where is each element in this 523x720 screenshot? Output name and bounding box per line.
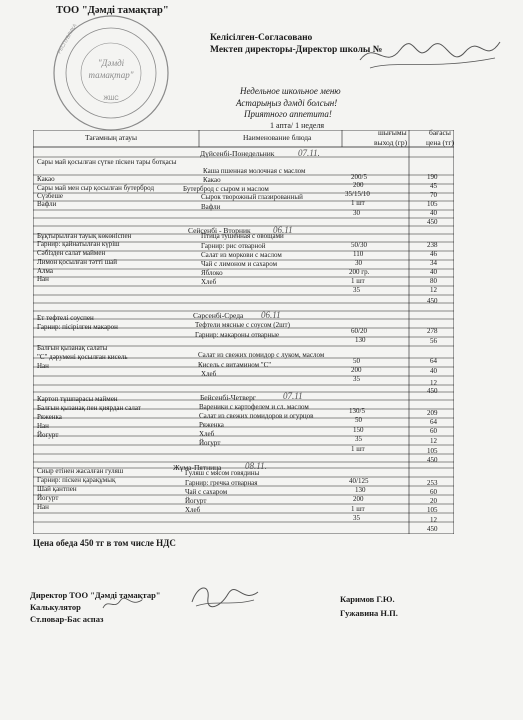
dish-ru: Чай с лимоном и сахаром	[201, 260, 278, 268]
dish-yield: 130	[355, 486, 366, 494]
dish-ru: Гарнир: макароны отварные	[195, 331, 280, 339]
dish-price: 12	[430, 437, 437, 445]
dish-price: 34	[430, 259, 437, 267]
dish-price: 45	[430, 182, 437, 190]
dish-yield: 1 шт	[351, 505, 365, 513]
dish-ru: Чай с сахаром	[185, 488, 228, 496]
day-total: 450	[427, 297, 438, 305]
lunch-price-note: Цена обеда 450 тг в том числе НДС	[33, 538, 176, 548]
dish-ru: Сырок творожный глазированный	[201, 193, 303, 201]
dish-ru: Тефтели мясные с соусом (2шт)	[195, 321, 290, 329]
dish-price: 60	[430, 488, 437, 496]
dish-ru: Хлеб	[185, 506, 201, 514]
dish-yield: 50/30	[351, 241, 367, 249]
day-label: Бейсенбі-Четверг	[200, 393, 256, 402]
dish-price: 238	[427, 241, 438, 249]
dish-price: 40	[430, 209, 437, 217]
dish-yield: 130/5	[349, 407, 365, 415]
dish-yield: 1 шт	[351, 445, 365, 453]
day-total: 450	[427, 387, 438, 395]
handwritten-date: 08.11.	[245, 461, 267, 471]
dish-price: 64	[430, 357, 437, 365]
signatory-name-2: Гужавина Н.П.	[340, 608, 398, 618]
dish-kz: Йогурт	[37, 494, 59, 502]
dish-price: 46	[430, 250, 437, 258]
dish-kz: Шай қантпен	[37, 485, 77, 493]
day-total: 450	[427, 218, 438, 226]
day-label: Жұма-Пятница	[173, 463, 222, 472]
dish-price: 105	[427, 447, 438, 455]
dish-yield: 200	[353, 495, 364, 503]
dish-ru: Йогурт	[199, 439, 221, 447]
dish-kz: Вафли	[37, 200, 57, 208]
dish-yield: 35/15/10	[345, 190, 370, 198]
dish-ru: Салат из свежих помидоров и огурцов	[199, 412, 314, 420]
menu-title: Недельное школьное меню	[240, 86, 341, 96]
dish-ru: Птица тушенная с овощами	[201, 232, 284, 240]
organization-name: ТОО "Дәмді тамақтар"	[56, 5, 169, 16]
dish-yield: 1 шт	[351, 199, 365, 207]
dish-kz: Нан	[37, 362, 49, 370]
dish-price: 70	[430, 191, 437, 199]
week-label: 1 апта/ 1 неделя	[270, 121, 325, 130]
header-yield-kz: шығымы	[378, 128, 407, 137]
dish-kz: Нан	[37, 275, 49, 283]
dish-ru: Хлеб	[201, 370, 217, 378]
calculator-signature	[100, 596, 145, 612]
dish-kz: Гарнир: піскен қарақұмық	[37, 476, 116, 484]
svg-text:РЕСПУБЛИКА: РЕСПУБЛИКА	[56, 23, 79, 55]
dish-ru: Каша пшенная молочная с маслом	[203, 167, 306, 175]
dish-price: 105	[427, 200, 438, 208]
dish-price: 60	[430, 427, 437, 435]
dish-yield: 60/20	[351, 327, 367, 335]
dish-ru: Гарнир: рис отварной	[201, 242, 266, 250]
dish-kz: Гарнир: қайнатылған күріш	[37, 240, 120, 248]
dish-price: 253	[427, 479, 438, 487]
dish-kz: Балғын қызанақ салаты	[37, 344, 108, 352]
dish-price: 56	[430, 337, 437, 345]
dish-yield: 35	[353, 514, 360, 522]
dish-yield: 30	[353, 209, 360, 217]
dish-ru: Какао	[203, 176, 221, 184]
dish-kz: Бұқтырылған тауық көкөніспен	[37, 232, 132, 240]
dish-ru: Салат из свежих помидор с луком, маслом	[198, 351, 325, 359]
dish-yield: 1 шт	[351, 277, 365, 285]
dish-price: 209	[427, 409, 438, 417]
dish-kz: "С" дәрумені қосылған кисель	[37, 353, 128, 361]
dish-kz: Нан	[37, 503, 49, 511]
dish-kz: Алма	[37, 267, 54, 275]
dish-ru: Салат из моркови с маслом	[201, 251, 282, 259]
dish-ru: Бутерброд с сыром и маслом	[183, 185, 269, 193]
dish-ru: Кисель с витамином "С"	[198, 361, 272, 369]
handwritten-date: 06.11	[273, 225, 293, 235]
company-seal	[52, 14, 170, 132]
dish-kz: Картоп тұшпарасы маймен	[37, 395, 118, 403]
dish-price: 40	[430, 268, 437, 276]
calculator-line: Калькулятор	[30, 602, 81, 612]
dish-kz: Йогурт	[37, 431, 59, 439]
dish-yield: 200	[353, 181, 364, 189]
handwritten-date: 06.11	[261, 310, 281, 320]
dish-price: 12	[430, 516, 437, 524]
day-total: 450	[427, 525, 438, 533]
handwritten-date: 07.11	[283, 391, 303, 401]
dish-price: 20	[430, 497, 437, 505]
dish-yield: 30	[355, 259, 362, 267]
dish-yield: 200 гр.	[349, 268, 370, 276]
dish-yield: 130	[355, 336, 366, 344]
svg-text:тамақтар": тамақтар"	[88, 70, 134, 80]
dish-kz: Балғын қызанақ пен қиярдан салат	[37, 404, 141, 412]
dish-price: 105	[427, 506, 438, 514]
school-director-label: Мектеп директоры-Директор школы №	[210, 45, 383, 55]
dish-ru: Ряженка	[199, 421, 224, 429]
dish-yield: 35	[353, 286, 360, 294]
dish-ru: Вареники с картофелем и сл. маслом	[199, 403, 309, 411]
dish-price: 190	[427, 173, 438, 181]
director-line: Директор ТОО "Дәмді тамақтар"	[30, 590, 161, 600]
dish-ru: Гуляш с мясом говядины	[185, 469, 260, 477]
dish-yield: 200/5	[351, 173, 367, 181]
dish-kz: Нан	[37, 422, 49, 430]
dish-ru: Яблоко	[201, 269, 223, 277]
dish-ru: Хлеб	[199, 430, 215, 438]
dish-ru: Гарнир: гречка отварная	[185, 479, 258, 487]
signatory-name-1: Каримов Г.Ю.	[340, 594, 395, 604]
dish-yield: 35	[355, 435, 362, 443]
day-label: Сейсенбі - Вторник	[188, 226, 251, 235]
svg-text:"Дәмді: "Дәмді	[97, 58, 125, 68]
agreed-label: Келісілген-Согласовано	[210, 33, 313, 43]
dish-kz: Лимон қосылған тәтті шай	[37, 258, 117, 266]
dish-price: 80	[430, 277, 437, 285]
menu-subtitle-kz: Астарыңыз дәмді болсын!	[236, 98, 338, 108]
dish-kz: Сары май қосылған сүтке піскен тары ботқасы	[37, 158, 177, 166]
dish-yield: 50	[353, 357, 360, 365]
header-price-kz: бағасы	[429, 128, 451, 137]
dish-price: 278	[427, 327, 438, 335]
dish-yield: 50	[355, 416, 362, 424]
dish-kz: Сиыр етінен жасалған гуляш	[37, 467, 124, 475]
header-yield-ru: выход (гр)	[374, 138, 408, 147]
director-signature	[355, 30, 505, 80]
dish-kz: Сары май мен сыр қосылған бутерброд	[37, 184, 155, 192]
header-price-ru: цена (тг)	[426, 138, 454, 147]
dish-kz: Ет тефтелі соуспен	[37, 314, 94, 322]
dish-kz: Сүзбеше	[37, 192, 64, 200]
dish-kz: Ряженка	[37, 413, 62, 421]
cook-line: Ст.повар-Бас аспаз	[30, 614, 104, 624]
dish-yield: 40/125	[349, 477, 369, 485]
dish-ru: Вафли	[201, 203, 221, 211]
dish-yield: 35	[353, 375, 360, 383]
dish-price: 64	[430, 418, 437, 426]
day-label: Сәрсенбі-Среда	[193, 311, 244, 320]
header-kz-name: Тағамның атауы	[85, 133, 138, 142]
day-label: Дүйсенбі-Понедельник	[200, 149, 275, 158]
dish-kz: Сәбізден салат маймен	[37, 249, 106, 257]
header-ru-name: Наименование блюда	[243, 133, 312, 142]
menu-subtitle-ru: Приятного аппетита!	[244, 109, 332, 119]
dish-ru: Хлеб	[201, 278, 217, 286]
dish-price: 40	[430, 367, 437, 375]
menu-table	[33, 130, 454, 534]
handwritten-date: 07.11.	[298, 148, 320, 158]
dish-price: 12	[430, 379, 437, 387]
dish-yield: 110	[353, 250, 364, 258]
dish-ru: Йогурт	[185, 497, 207, 505]
dish-kz: Какао	[37, 175, 55, 183]
dish-kz: Гарнир: пісірілген макарон	[37, 323, 118, 331]
svg-text:ЖШС: ЖШС	[103, 96, 119, 102]
day-total: 450	[427, 456, 438, 464]
dish-yield: 200	[351, 366, 362, 374]
director-signature-footer	[188, 580, 263, 612]
dish-yield: 150	[353, 426, 364, 434]
dish-price: 12	[430, 286, 437, 294]
